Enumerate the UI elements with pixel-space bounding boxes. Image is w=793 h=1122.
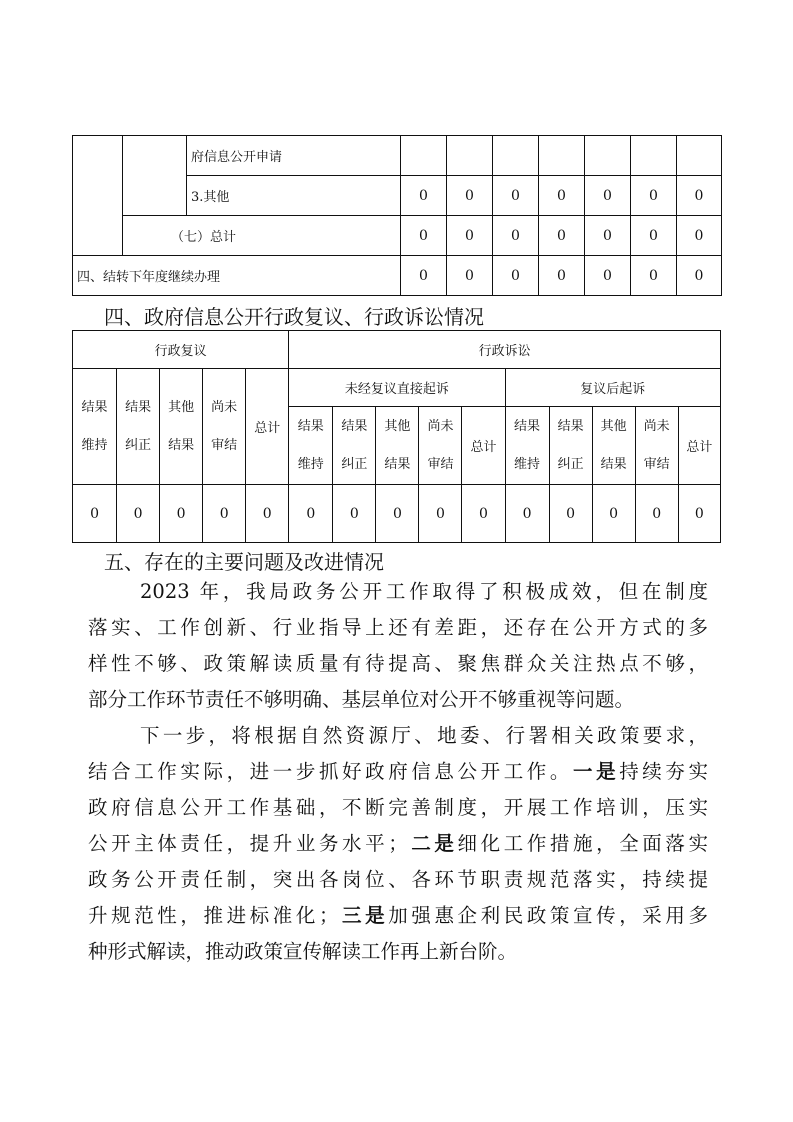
paragraph-line: 下一步，将根据自然资源厅、地委、行署相关政策要求， (140, 724, 708, 747)
paragraph-line: 样性不够、政策解读质量有待提高、聚焦群众关注热点不够， (88, 652, 708, 675)
table-cell: 0 (677, 256, 722, 296)
col-other: 其他 结果 (160, 369, 203, 485)
review-litigation-table (72, 330, 721, 543)
table-cell: 0 (333, 485, 376, 543)
col-total: 总计 (678, 407, 720, 485)
table-cell: 0 (631, 256, 677, 296)
table-cell: 0 (117, 485, 160, 543)
table-cell: 0 (539, 216, 585, 256)
row-label: 府信息公开申请 (187, 136, 401, 176)
paragraph-line: 结合工作实际，进一步抓好政府信息公开工作。一是持续夯实 (88, 760, 708, 783)
row-label: 3.其他 (187, 176, 401, 216)
col-pending: 尚未 审结 (203, 369, 246, 485)
col-other: 其他 结果 (592, 407, 635, 485)
col-total: 总计 (246, 369, 289, 485)
header-direct: 未经复议直接起诉 (289, 369, 505, 407)
table-cell-blank (73, 136, 123, 256)
table-cell: 0 (401, 216, 447, 256)
table-cell: 0 (493, 176, 539, 216)
table-cell: 0 (401, 176, 447, 216)
table-cell: 0 (585, 216, 631, 256)
paragraph-line: 公开主体责任，提升业务水平；二是细化工作措施，全面落实 (88, 832, 708, 855)
table-cell: 0 (585, 176, 631, 216)
col-pending: 尚未 审结 (419, 407, 462, 485)
col-maintain: 结果 维持 (505, 407, 549, 485)
paragraph-line: 升规范性，推进标准化；三是加强惠企利民政策宣传，采用多 (88, 904, 708, 927)
emphasis-first: 一是 (572, 760, 620, 783)
paragraph-line: 政府信息公开工作基础，不断完善制度，开展工作培训，压实 (88, 796, 708, 819)
table-cell-blank (123, 136, 187, 216)
paragraph-line: 2023 年，我局政务公开工作取得了积极成效，但在制度 (140, 580, 708, 603)
table-cell: 0 (549, 485, 592, 543)
table-cell: 0 (493, 256, 539, 296)
table-cell: 0 (539, 176, 585, 216)
paragraph-problems (88, 574, 708, 718)
table-cell: 0 (419, 485, 462, 543)
header-review: 行政复议 (73, 331, 289, 369)
table-cell: 0 (631, 176, 677, 216)
table-cell: 0 (246, 485, 289, 543)
col-other: 其他 结果 (376, 407, 419, 485)
table-row (73, 256, 722, 296)
table-cell: 0 (635, 485, 678, 543)
table-cell: 0 (289, 485, 333, 543)
col-total: 总计 (462, 407, 505, 485)
col-maintain: 结果 维持 (73, 369, 117, 485)
table-cell: 0 (493, 216, 539, 256)
table-cell: 0 (401, 256, 447, 296)
col-pending: 尚未 审结 (635, 407, 678, 485)
table-row (73, 136, 722, 176)
row-label: 四、结转下年度继续办理 (73, 256, 401, 296)
col-maintain: 结果 维持 (289, 407, 333, 485)
header-after: 复议后起诉 (505, 369, 720, 407)
paragraph-line: 种形式解读，推动政策宣传解读工作再上新台阶。 (88, 940, 518, 963)
table-cell: 0 (592, 485, 635, 543)
table-cell: 0 (462, 485, 505, 543)
table-cell: 0 (677, 176, 722, 216)
table-cell: 0 (505, 485, 549, 543)
table-row (73, 331, 721, 369)
col-correct: 结果 纠正 (117, 369, 160, 485)
table-cell: 0 (203, 485, 246, 543)
table-row (73, 369, 721, 407)
table-cell: 0 (585, 256, 631, 296)
table-cell: 0 (447, 216, 493, 256)
paragraph-line: 部分工作环节责任不够明确、基层单位对公开不够重视等问题。 (88, 688, 635, 711)
col-correct: 结果 纠正 (333, 407, 376, 485)
statistics-table-continued (72, 135, 722, 296)
header-litigation: 行政诉讼 (289, 331, 721, 369)
emphasis-third: 三是 (338, 904, 389, 927)
table-cell: 0 (678, 485, 720, 543)
table-cell: 0 (447, 256, 493, 296)
section-heading: 五、存在的主要问题及改进情况 (104, 550, 384, 574)
table-row (73, 216, 722, 256)
table-cell: 0 (539, 256, 585, 296)
paragraph-improvements (88, 718, 708, 970)
emphasis-second: 二是 (407, 832, 458, 855)
table-row (73, 485, 721, 543)
row-label: （七）总计 (123, 216, 401, 256)
table-cell: 0 (376, 485, 419, 543)
table-cell: 0 (73, 485, 117, 543)
table-cell: 0 (677, 216, 722, 256)
section-heading: 四、政府信息公开行政复议、行政诉讼情况 (104, 305, 484, 329)
table-cell: 0 (160, 485, 203, 543)
paragraph-line: 政务公开责任制，突出各岗位、各环节职责规范落实，持续提 (88, 868, 708, 891)
table-cell: 0 (631, 216, 677, 256)
paragraph-line: 落实、工作创新、行业指导上还有差距，还存在公开方式的多 (88, 616, 708, 639)
table-cell: 0 (447, 176, 493, 216)
col-correct: 结果 纠正 (549, 407, 592, 485)
